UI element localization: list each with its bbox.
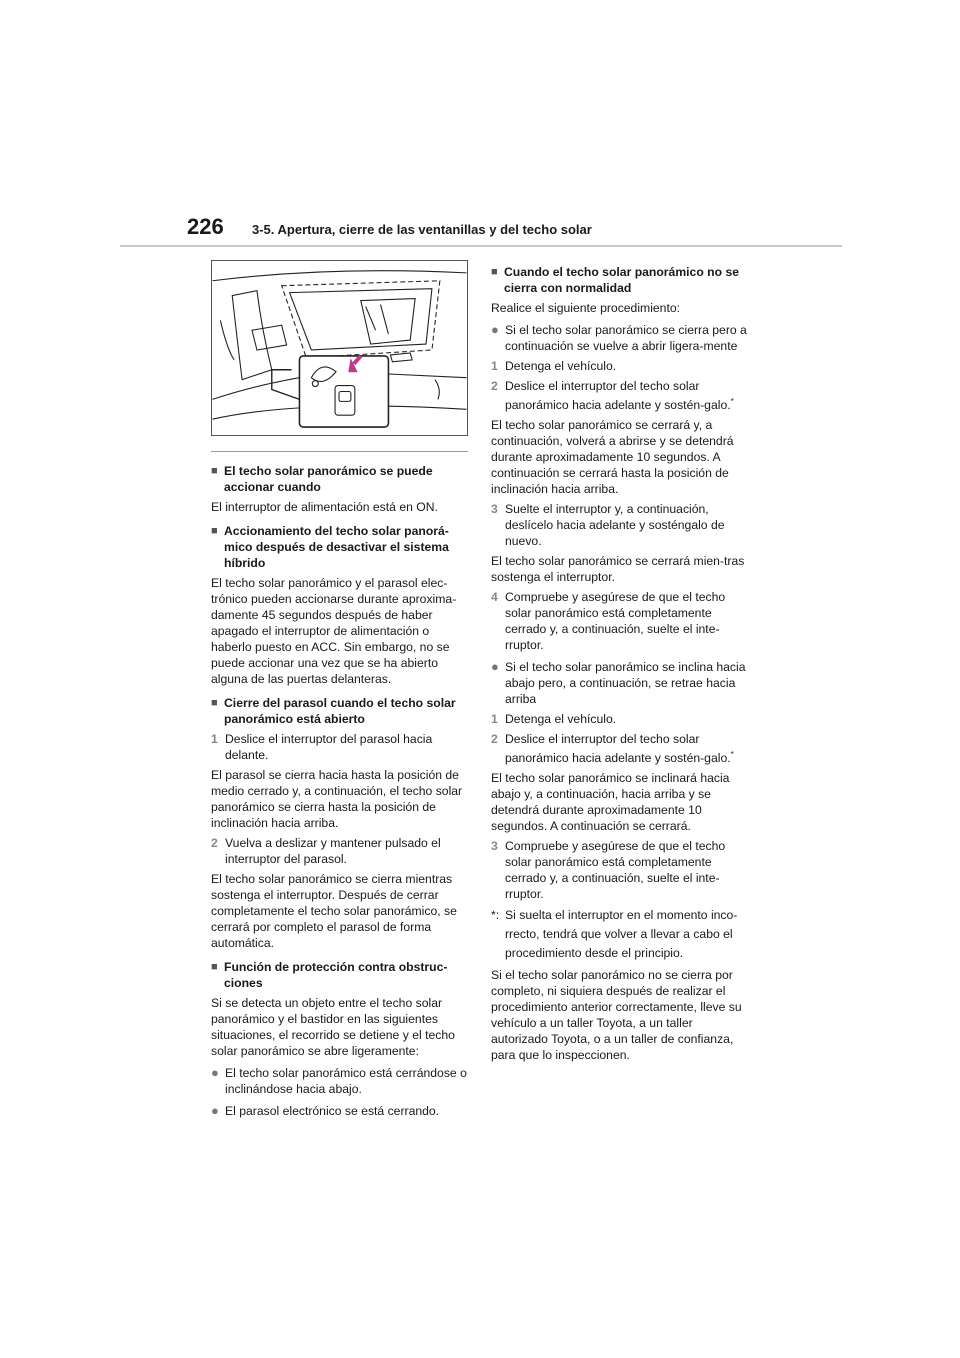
left-column [211, 455, 471, 1119]
section-title: ■ Cierre del parasol cuando el techo solar panorámico está abierto [211, 696, 456, 726]
right-column [491, 256, 751, 1063]
step: 1 Detenga el vehículo. [491, 359, 617, 373]
bullet-item: ● Si el techo solar panorámico se cierra pero a continuación se vuelve a abrir ligera-mente [491, 322, 747, 353]
section-title: ■ Función de protección contra obstruc-ciones [211, 960, 448, 990]
step: 1 Deslice el interruptor del parasol hacia delante. [211, 732, 433, 762]
paragraph: El techo solar panorámico se inclinará hacia abajo y, a continuación, hacia arriba y se detendrá durante aproximadamente 10 segundos. A continuación se cerrará. [491, 771, 730, 834]
bullet-item: ● El techo solar panorámico está cerrándose o inclinándose hacia abajo. [211, 1065, 467, 1096]
section-title: ■ El techo solar panorámico se puede accionar cuando [211, 464, 433, 494]
paragraph: Si el techo solar panorámico no se cierra por completo, ni siquiera después de realizar el procedimiento anterior correctamente, lleve su vehículo a un taller Toyota, a un taller autorizado Toyota, o a un taller de confianza, para que lo inspeccionen. [491, 968, 742, 1063]
paragraph: El interruptor de alimentación está en ON. [211, 500, 438, 514]
paragraph: El techo solar panorámico se cierra mientras sostenga el interruptor. Después de cerrar completamente el techo solar panorámico, se cerrará por completo el parasol de forma automática. [211, 872, 457, 950]
bullet-item: ● Si el techo solar panorámico se inclina hacia abajo pero, a continuación, se retrae hacia arriba [491, 659, 746, 707]
paragraph: Si se detecta un objeto entre el techo solar panorámico y el bastidor en las siguientes situaciones, el recorrido se detiene y el techo solar panorámico se abre ligeramente: [211, 996, 455, 1058]
step: 2 Deslice el interruptor del techo solar panorámico hacia adelante y sostén-galo.* [491, 379, 734, 413]
bullet-item: ● El parasol electrónico se está cerrando. [211, 1103, 440, 1118]
footnote: *: Si suelta el interruptor en el momento inco-rrecto, tendrá que volver a llevar a cabo el procedimiento desde el principio. [491, 908, 738, 961]
step: 4 Compruebe y asegúrese de que el techo solar panorámico está completamente cerrado y, a continuación, suelte el inte-rruptor. [491, 590, 726, 653]
paragraph: Realice el siguiente procedimiento: [491, 301, 681, 315]
step: 2 Vuelva a deslizar y mantener pulsado el interruptor del parasol. [211, 836, 441, 866]
paragraph: El parasol se cierra hacia hasta la posición de medio cerrado y, a continuación, el techo solar panorámico se cierra hasta la posición de inclinación hacia arriba. [211, 768, 463, 830]
section-title: ■ Cuando el techo solar panorámico no se cierra con normalidad [491, 265, 739, 295]
page-number: 226 [187, 214, 224, 239]
header-divider [120, 245, 842, 247]
step: 1 Detenga el vehículo. [491, 712, 617, 727]
section-title: ■ Accionamiento del techo solar panorá-mico después de desactivar el sistema híbrido [211, 524, 449, 570]
paragraph: El techo solar panorámico se cerrará y, a continuación, volverá a abrirse y se detendrá durante aproximadamente 10 segundos. A continuación se cerrará hasta la posición de inclinación hacia arriba. [491, 418, 734, 497]
step: 3 Compruebe y asegúrese de que el techo solar panorámico está completamente cerrado y, a continuación, suelte el inte-rruptor. [491, 839, 726, 902]
step: 3 Suelte el interruptor y, a continuación, deslícelo hacia adelante y sosténgalo de nuevo. [491, 502, 725, 549]
paragraph: El techo solar panorámico se cerrará mien-tras sostenga el interruptor. [491, 554, 745, 585]
step: 2 Deslice el interruptor del techo solar panorámico hacia adelante y sostén-galo.* [491, 732, 734, 766]
sunroof-switch-illustration [211, 260, 468, 436]
figure-divider [211, 451, 468, 452]
chapter-title: 3-5. Apertura, cierre de las ventanillas y del techo solar [252, 222, 592, 237]
paragraph: El techo solar panorámico y el parasol elec-trónico pueden accionarse durante aproxima-damente 45 segundos después de haber apagado el interruptor de alimentación o haberlo puesto en ACC. Sin embargo, no se puede accionar una vez que se ha abierto alguna de las puertas delanteras. [211, 576, 457, 686]
